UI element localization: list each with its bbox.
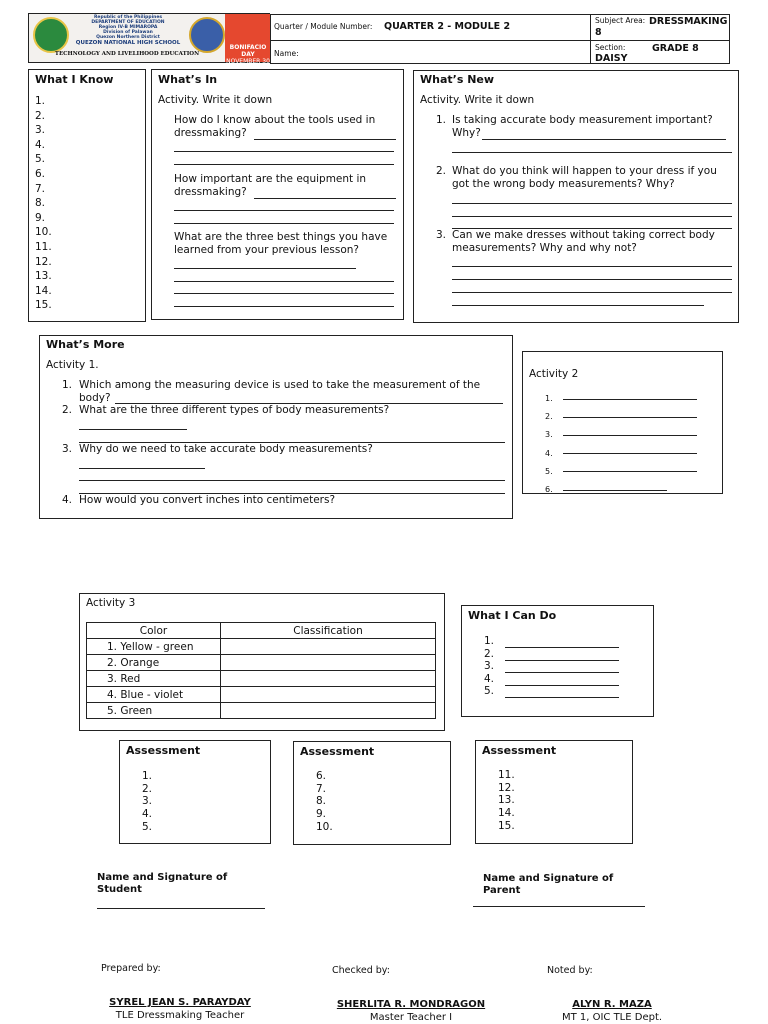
whats-more-box — [39, 335, 513, 519]
question-number: 1. — [436, 114, 447, 126]
section-title: What I Know — [35, 73, 114, 86]
assessment-box-1 — [119, 740, 271, 844]
list-item: 4. — [545, 448, 553, 458]
answer-line[interactable] — [505, 697, 619, 698]
question-text: got the wrong body measurements? Why? — [452, 178, 675, 190]
answer-cell[interactable] — [221, 687, 436, 703]
list-item: 1. — [484, 635, 495, 647]
numbered-list — [35, 94, 52, 313]
answer-line[interactable] — [563, 453, 697, 454]
answer-line[interactable] — [505, 647, 619, 648]
list-item: 9. — [35, 211, 46, 224]
answer-line[interactable] — [174, 281, 394, 282]
column-header: Color — [87, 623, 221, 639]
list-item: 6. — [35, 167, 46, 180]
module-info-table — [270, 14, 730, 64]
parent-signature-line[interactable] — [473, 906, 645, 907]
list-item: 15. — [35, 299, 52, 312]
answer-cell[interactable] — [221, 703, 436, 719]
badge-title: BONIFACIO DAY — [229, 44, 267, 58]
list-item: 10. — [316, 820, 333, 833]
answer-line[interactable] — [505, 672, 619, 673]
school-lines — [69, 15, 187, 40]
answer-cell[interactable] — [221, 655, 436, 671]
what-i-know-box — [28, 69, 146, 322]
prepared-label: Prepared by: — [101, 963, 161, 974]
list-item: 8. — [35, 197, 46, 210]
activity-2-list — [545, 390, 553, 499]
school-seal-icon — [189, 17, 225, 53]
student-signature-line[interactable] — [97, 908, 265, 909]
activity-instruction: Activity 1. — [46, 359, 99, 371]
question-text: Is taking accurate body measurement important? — [452, 114, 713, 126]
answer-line[interactable] — [174, 164, 394, 165]
whats-new-box — [413, 70, 739, 323]
list-item: 7. — [316, 782, 327, 795]
answer-line[interactable] — [254, 139, 396, 140]
question-number: 2. — [62, 404, 73, 416]
list-item: 2. — [545, 412, 553, 422]
answer-line[interactable] — [563, 399, 697, 400]
list-item: 9. — [316, 808, 327, 821]
answer-line[interactable] — [254, 198, 396, 199]
list-item: 3. — [35, 124, 46, 137]
answer-line[interactable] — [174, 306, 394, 307]
department-name: TECHNOLOGY AND LIVELIHOOD EDUCATION — [54, 51, 200, 57]
list-item: 3. — [142, 795, 153, 808]
checked-label: Checked by: — [332, 965, 390, 976]
answer-cell[interactable] — [221, 639, 436, 655]
answer-line[interactable] — [174, 151, 394, 152]
answer-line[interactable] — [452, 216, 732, 217]
answer-line[interactable] — [563, 471, 697, 472]
list-item: 5. — [142, 820, 153, 833]
section-title: What’s New — [420, 73, 495, 86]
prepared-name: SYREL JEAN S. PARAYDAY — [109, 997, 251, 1008]
answer-cell[interactable] — [221, 671, 436, 687]
answer-line[interactable] — [563, 417, 697, 418]
list-item: 2. — [484, 647, 495, 660]
list-item: 7. — [35, 182, 46, 195]
answer-line[interactable] — [563, 435, 697, 436]
list-item: 3. — [484, 660, 495, 673]
answer-line[interactable] — [79, 429, 187, 430]
list-item: 1. — [545, 394, 553, 403]
answer-line[interactable] — [174, 268, 356, 269]
question-text: Which among the measuring device is used to take the measurement of the — [79, 379, 481, 391]
question-number: 2. — [436, 165, 447, 177]
list-item: 5. — [484, 685, 495, 698]
section-title: Assessment — [126, 744, 201, 757]
list-item: 10. — [35, 226, 52, 239]
table-cell: 4. Blue - violet — [87, 687, 221, 703]
list-item: 1. — [142, 770, 153, 782]
answer-line[interactable] — [79, 480, 505, 481]
noted-label: Noted by: — [547, 965, 593, 976]
list-item: 5. — [35, 153, 46, 166]
list-item: 13. — [35, 270, 52, 283]
school-line: Division of Palawan — [103, 30, 153, 35]
list-item: 14. — [35, 284, 52, 297]
activity-instruction: Activity. Write it down — [420, 94, 535, 106]
assessment-box-3 — [475, 740, 633, 844]
divider — [590, 15, 591, 63]
noted-name: ALYN R. MAZA — [572, 999, 652, 1010]
numbered-list — [316, 770, 333, 834]
answer-line[interactable] — [452, 266, 732, 267]
school-line: Quezon Northern District — [96, 35, 160, 40]
question-text: How would you convert inches into centimeters? — [79, 494, 336, 506]
answer-line[interactable] — [452, 203, 732, 204]
question-text: What are the three best things you have — [174, 231, 388, 243]
question-number: 4. — [62, 494, 73, 506]
color-table — [86, 622, 436, 719]
school-name: QUEZON NATIONAL HIGH SCHOOL — [75, 40, 181, 46]
list-item: 4. — [142, 808, 153, 821]
section-title: What I Can Do — [468, 609, 557, 622]
table-cell: 3. Red — [87, 671, 221, 687]
question-text: What are the three different types of body measurements? — [79, 404, 390, 416]
table-row — [87, 655, 436, 671]
list-item: 12. — [498, 781, 515, 794]
badge-date: NOVEMBER 30 — [226, 58, 270, 65]
table-header — [87, 623, 436, 639]
answer-line[interactable] — [452, 279, 732, 280]
section-title: What’s In — [158, 73, 218, 86]
question-number: 3. — [62, 443, 73, 455]
section-title: Assessment — [482, 744, 557, 757]
list-item: 3. — [545, 430, 553, 440]
list-item: 4. — [484, 672, 495, 685]
divider — [271, 40, 729, 41]
list-item: 8. — [316, 795, 327, 808]
name-label: Name: — [274, 49, 299, 58]
question-text: dressmaking? — [174, 186, 247, 198]
quarter-value: QUARTER 2 - MODULE 2 — [384, 21, 511, 32]
numbered-list — [142, 770, 152, 834]
header-banner — [28, 13, 270, 63]
school-line: Republic of the Philippines — [93, 15, 163, 20]
list-item: 13. — [498, 794, 515, 807]
question-text: Why? — [452, 127, 481, 139]
list-item: 4. — [35, 138, 46, 151]
list-item: 11. — [498, 769, 515, 781]
quarter-label: Quarter / Module Number: — [274, 22, 373, 31]
whats-in-box — [151, 69, 404, 320]
activity-2-box — [522, 351, 723, 494]
question-number: 1. — [62, 379, 73, 391]
answer-line[interactable] — [452, 292, 732, 293]
table-cell: 2. Orange — [87, 655, 221, 671]
answer-line[interactable] — [505, 660, 619, 661]
deped-seal-icon — [33, 17, 69, 53]
list-item: 15. — [498, 819, 515, 832]
table-row — [87, 639, 436, 655]
activity-instruction: Activity. Write it down — [158, 94, 273, 106]
checked-role: Master Teacher I — [369, 1012, 453, 1023]
table-row — [87, 687, 436, 703]
question-number: 3. — [436, 229, 447, 241]
answer-line[interactable] — [452, 152, 732, 153]
list-item: 6. — [545, 485, 553, 495]
section-label: Section: — [595, 43, 626, 52]
section-title: What’s More — [46, 338, 125, 351]
numbered-list — [484, 635, 494, 698]
table-row — [87, 671, 436, 687]
question-text: Why do we need to take accurate body measurements? — [79, 443, 373, 455]
column-header: Classification — [221, 623, 436, 639]
answer-line[interactable] — [452, 305, 704, 306]
assessment-box-2 — [293, 741, 451, 845]
school-line: Region IV-B MIMAROPA — [98, 25, 158, 30]
table-row — [87, 703, 436, 719]
subject-value: DRESSMAKING 8 — [595, 16, 728, 38]
grade-value: GRADE 8 — [652, 43, 699, 54]
answer-line[interactable] — [174, 293, 394, 294]
question-text: learned from your previous lesson? — [174, 244, 359, 256]
list-item: 12. — [35, 255, 52, 268]
section-value: DAISY — [595, 53, 628, 64]
answer-line[interactable] — [482, 139, 726, 140]
school-line: DEPARTMENT OF EDUCATION — [91, 20, 165, 25]
answer-line[interactable] — [174, 223, 394, 224]
section-title: Activity 2 — [529, 368, 579, 380]
question-text: How do I know about the tools used in — [174, 114, 376, 126]
section-title: Assessment — [300, 745, 375, 758]
noted-role: MT 1, OIC TLE Dept. — [561, 1012, 663, 1023]
section-title: Activity 3 — [86, 597, 136, 609]
student-signature-label: Name and Signature of Student — [97, 872, 228, 895]
question-text: body? — [79, 392, 111, 404]
table-cell: 5. Green — [87, 703, 221, 719]
prepared-role: TLE Dressmaking Teacher — [115, 1010, 245, 1021]
checked-name: SHERLITA R. MONDRAGON — [336, 999, 486, 1010]
question-text: How important are the equipment in — [174, 173, 367, 185]
list-item: 5. — [545, 466, 553, 476]
answer-line[interactable] — [174, 210, 394, 211]
list-item: 2. — [142, 782, 153, 795]
answer-line[interactable] — [79, 468, 205, 469]
answer-line[interactable] — [505, 685, 619, 686]
list-item: 1. — [35, 95, 46, 107]
list-item: 14. — [498, 807, 515, 820]
badge-image — [225, 14, 271, 65]
list-item: 2. — [35, 109, 46, 122]
list-item: 11. — [35, 240, 52, 253]
table-cell: 1. Yellow - green — [87, 639, 221, 655]
subject-label: Subject Area: — [595, 16, 646, 25]
activity-3-box — [79, 593, 445, 731]
parent-signature-label: Name and Signature of Parent — [483, 873, 614, 896]
numbered-list — [498, 769, 515, 833]
question-text: What do you think will happen to your dress if you — [452, 165, 717, 177]
answer-line[interactable] — [563, 490, 667, 491]
question-text: measurements? Why and why not? — [452, 242, 637, 254]
question-text: dressmaking? — [174, 127, 247, 139]
question-text: Can we make dresses without taking correct body — [452, 229, 715, 241]
list-item: 6. — [316, 770, 327, 782]
what-i-can-do-box — [461, 605, 654, 717]
